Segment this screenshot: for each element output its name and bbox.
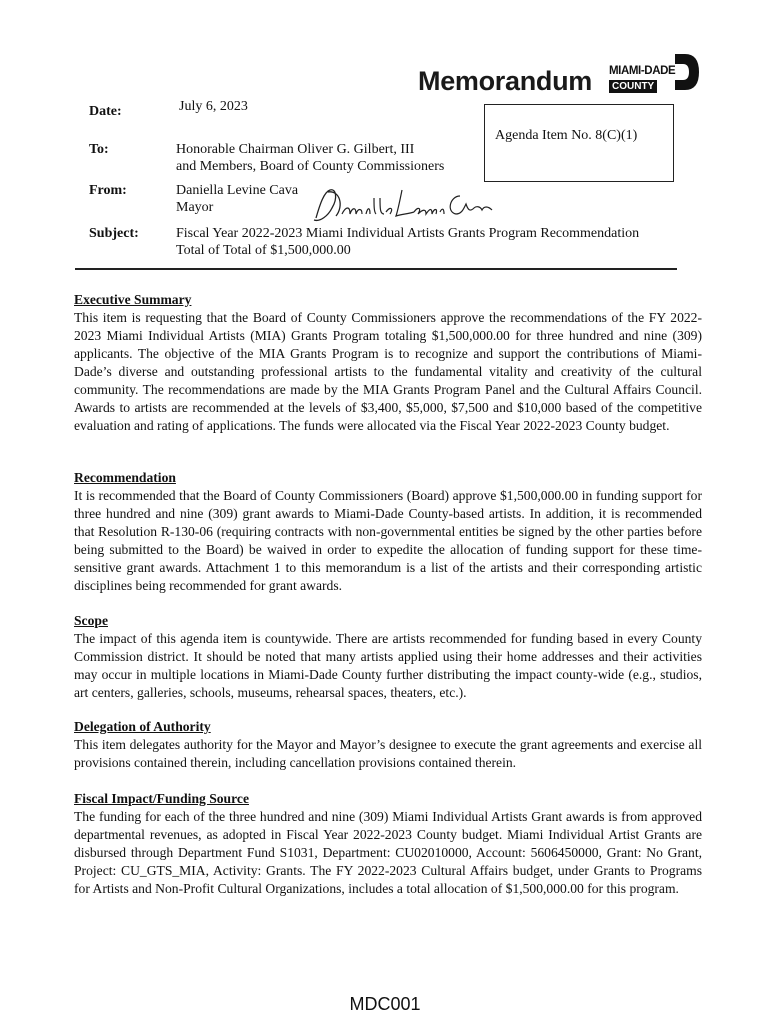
to-value — [176, 141, 444, 175]
from-line-1: Daniella Levine Cava — [176, 183, 299, 198]
agenda-item-box — [484, 104, 674, 182]
from-value — [176, 182, 298, 216]
delegation-section — [74, 718, 702, 772]
subject-line-1: Fiscal Year 2022-2023 Miami Individual Artists Grants Program Recommendation — [176, 226, 640, 241]
to-line-1: Honorable Chairman Oliver G. Gilbert, III — [176, 142, 415, 157]
header-divider — [75, 268, 677, 270]
agenda-item-number: Agenda Item No. 8(C)(1) — [495, 128, 638, 143]
from-line-2: Mayor — [176, 200, 214, 215]
subject-line-2: Total of Total of $1,500,000.00 — [176, 243, 351, 258]
logo-wordmark: MIAMI-DADE — [609, 65, 676, 77]
recommendation-section — [74, 469, 702, 595]
mayor-signature — [310, 184, 495, 228]
memo-title: Memorandum — [418, 66, 593, 96]
subject-value — [176, 225, 639, 259]
recommendation-body: It is recommended that the Board of County Commissioners (Board) approve $1,500,000.00 in funding support for three hundred and nine (309) grant awards to Miami-Dade County-based artists. In addition, it is recommended that Resolution R-130-06 (requiring contracts with non-governmental entities be signed by the other parties before being submitted to the Board) be waived in order to expedite the allocation of funding support for these time-sensitive grant awards. Attachment 1 to this memorandum is a list of the artists and their corresponding artistic disciplines being recommended for grant awards. — [74, 488, 702, 593]
fiscal-impact-heading: Fiscal Impact/Funding Source — [74, 791, 249, 806]
fiscal-impact-section — [74, 790, 702, 898]
scope-section — [74, 612, 702, 702]
logo-county-box: COUNTY — [609, 80, 657, 93]
to-label: To: — [89, 142, 109, 157]
fiscal-impact-body: The funding for each of the three hundred and nine (309) Miami Individual Artists Grant awards is from approved departmental revenues, as adopted in Fiscal Year 2022-2023 County budget. Miami Individual Artist Grants are disbursed through Department Fund S1031, Department: CU02010000, Account: 5606450000, Grant: No Grant, Project: CU_GTS_MIA, Activity: Grants. The FY 2022-2023 Cultural Affairs budget, under Grants to Programs for Artists and Non-Profit Cultural Organizations, includes a total allocation of $1,500,000.00 for this program. — [74, 809, 702, 896]
subject-label: Subject: — [89, 226, 139, 241]
delegation-heading: Delegation of Authority — [74, 719, 211, 734]
executive-summary-section — [74, 291, 702, 435]
county-logo — [609, 52, 701, 96]
date-value: July 6, 2023 — [179, 99, 248, 114]
county-logo-mark-icon — [673, 52, 701, 92]
delegation-body: This item delegates authority for the Mayor and Mayor’s designee to execute the grant agreements and exercise all provisions contained therein, including cancellation provisions contained therein. — [74, 737, 702, 770]
executive-summary-body: This item is requesting that the Board of County Commissioners approve the recommendations of the FY 2022-2023 Miami Individual Artists (MIA) Grants Program totaling $1,500,000.00 for three hundred and nine (309) applicants. The objective of the MIA Grants Program is to recognize and support the contributions of Miami-Dade’s diverse and outstanding professional artists to the fundamental vitality and creativity of the cultural community. The recommendations are made by the MIA Grants Program Panel and the Cultural Affairs Council. Awards to artists are recommended at the levels of $3,400, $5,000, $7,500 and $10,000 based of the competitive evaluation and rating of applications. The funds were allocated via the Fiscal Year 2022-2023 County budget. — [74, 310, 702, 433]
scope-body: The impact of this agenda item is countywide. There are artists recommended for funding based in every County Commission district. It should be noted that many artists applied using their home addresses and their activities may occur in multiple locations in Miami-Dade County further distributing the impact county-wide (e.g., studios, art centers, galleries, schools, museums, rehearsal spaces, theaters, etc.). — [74, 631, 702, 700]
recommendation-heading: Recommendation — [74, 470, 176, 485]
to-line-2: and Members, Board of County Commissioners — [176, 159, 445, 174]
scope-heading: Scope — [74, 613, 108, 628]
document-code: MDC001 — [349, 994, 421, 1014]
executive-summary-heading: Executive Summary — [74, 292, 192, 307]
from-label: From: — [89, 183, 127, 198]
date-label: Date: — [89, 104, 122, 119]
